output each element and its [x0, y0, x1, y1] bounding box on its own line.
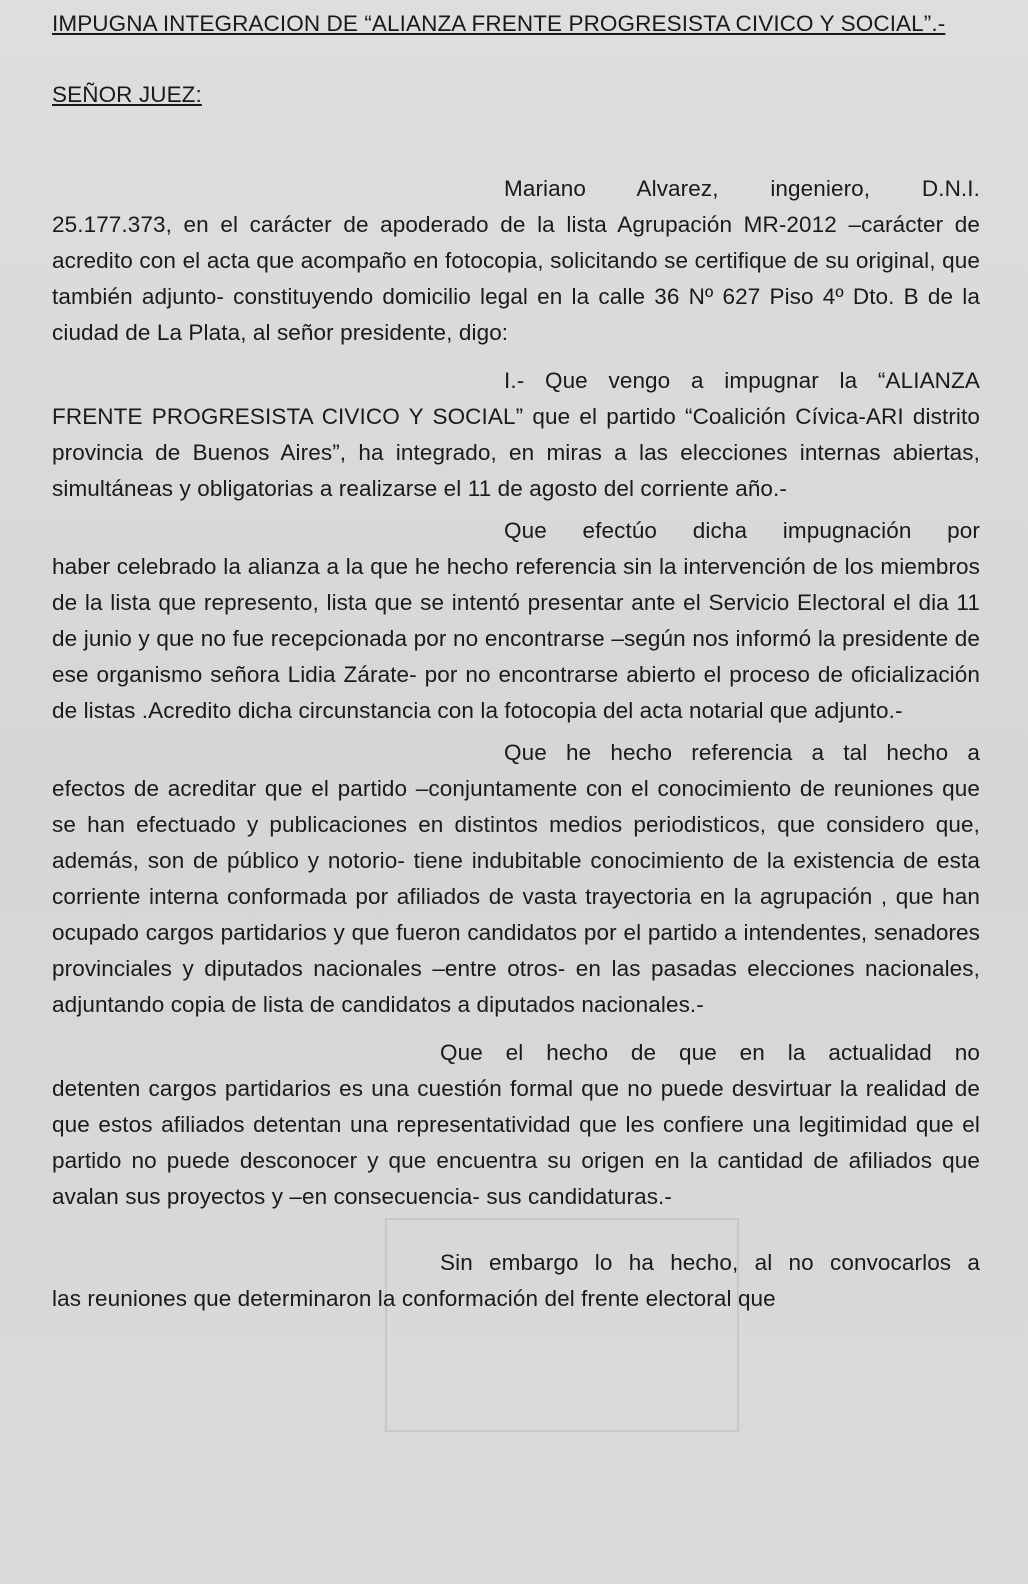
paragraph-6 — [52, 1245, 980, 1317]
paragraph-2-lead: I.- Que vengo a impugnar la “ALIANZA — [504, 368, 980, 393]
paragraph-4 — [52, 735, 980, 1023]
paragraph-5-lead: Que el hecho de que en la actualidad no — [440, 1040, 980, 1065]
paragraph-2 — [52, 363, 980, 507]
paragraph-3-text: haber celebrado la alianza a la que he hecho referencia sin la intervención de los miembros de la lista que represento, lista que se intentó presentar ante el Servicio Electoral el dia 11 de junio y que no fue recepcionada por no encontrarse –según nos informó la presidente de ese organismo señora Lidia Zárate- por no encontrarse abierto el proceso de oficialización de listas .Acredito dicha circunstancia con la fotocopia del acta notarial que adjunto.- — [52, 554, 980, 723]
paragraph-3-lead: Que efectúo dicha impugnación por — [504, 518, 980, 543]
paragraph-5 — [52, 1035, 980, 1215]
paragraph-4-lead: Que he hecho referencia a tal hecho a — [504, 740, 980, 765]
paragraph-6-text: las reuniones que determinaron la conformación del frente electoral que — [52, 1286, 776, 1311]
paragraph-1-text: 25.177.373, en el carácter de apoderado de la lista Agrupación MR-2012 –carácter de acredito con el acta que acompaño en fotocopia, solicitando se certifique de su original, que también adjunto- constituyendo domicilio legal en la calle 36 Nº 627 Piso 4º Dto. B de la ciudad de La Plata, al señor presidente, digo: — [52, 212, 980, 345]
salutation: SEÑOR JUEZ: — [52, 82, 202, 107]
paragraph-2-text: FRENTE PROGRESISTA CIVICO Y SOCIAL” que el partido “Coalición Cívica-ARI distrito provincia de Buenos Aires”, ha integrado, en miras a las elecciones internas abiertas, simultáneas y obligatorias a realizarse el 11 de agosto del corriente año.- — [52, 404, 980, 501]
paragraph-1-lead: Mariano Alvarez, ingeniero, D.N.I. — [504, 176, 980, 201]
paragraph-3 — [52, 513, 980, 729]
paragraph-6-lead: Sin embargo lo ha hecho, al no convocarlos a — [440, 1250, 980, 1275]
paragraph-1 — [52, 171, 980, 351]
document-body — [52, 6, 980, 1317]
paragraph-4-text: efectos de acreditar que el partido –conjuntamente con el conocimiento de reuniones que se han efectuado y publicaciones en distintos medios periodisticos, que considero que, además, son de público y notorio- tiene indubitable conocimiento de la existencia de esta corriente interna conformada por afiliados de vasta trayectoria en la agrupación , que han ocupado cargos partidarios y que fueron candidatos por el partido a intendentes, senadores provinciales y diputados nacionales –entre otros- en las pasadas elecciones nacionales, adjuntando copia de lista de candidatos a diputados nacionales.- — [52, 776, 980, 1017]
document-title: IMPUGNA INTEGRACION DE “ALIANZA FRENTE PROGRESISTA CIVICO Y SOCIAL”.- — [52, 11, 946, 36]
paragraph-5-text: detenten cargos partidarios es una cuestión formal que no puede desvirtuar la realidad de que estos afiliados detentan una representatividad que les confiere una legitimidad que el partido no puede desconocer y que encuentra su origen en la cantidad de afiliados que avalan sus proyectos y –en consecuencia- sus candidaturas.- — [52, 1076, 980, 1209]
